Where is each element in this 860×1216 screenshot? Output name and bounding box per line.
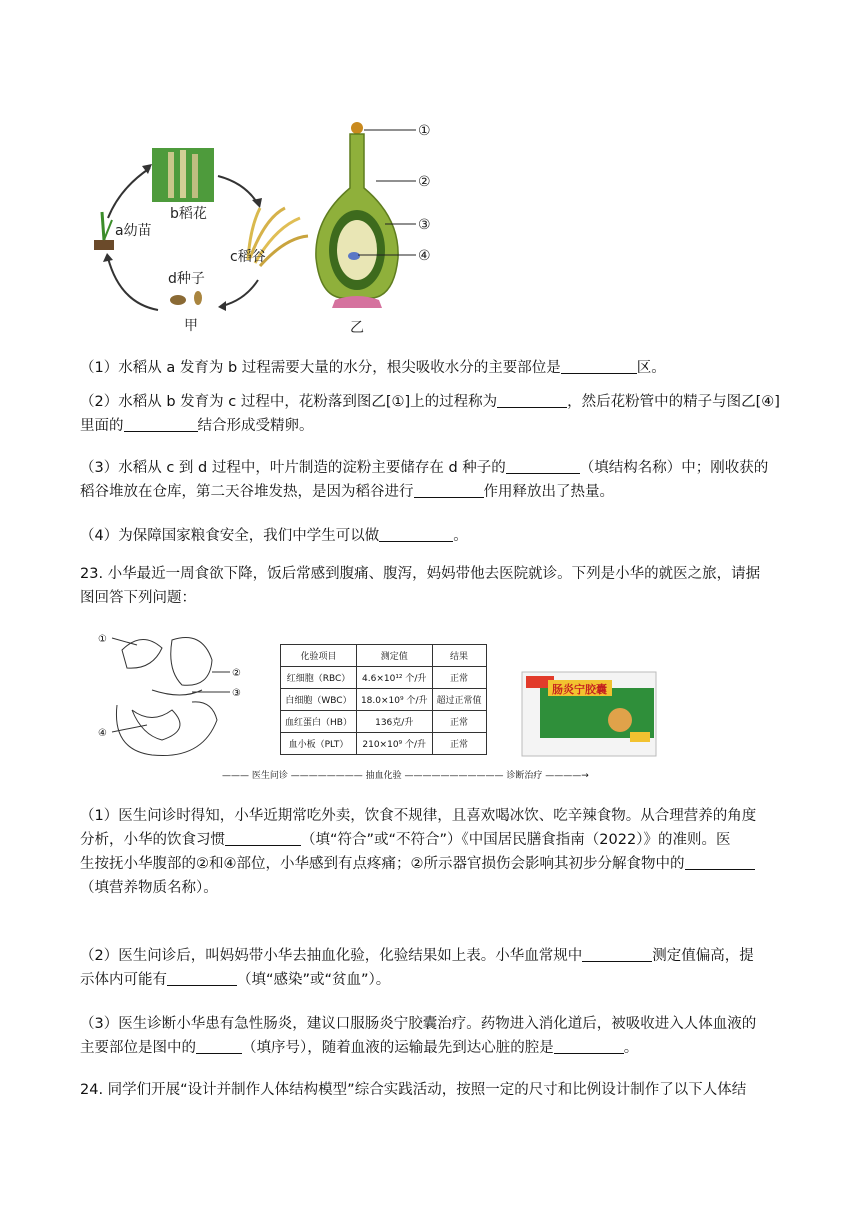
organ-marker-1: ①: [98, 634, 107, 645]
q23-item-1: （1）医生问诊时得知，小华近期常吃外卖，饮食不规律，且喜欢喝冰饮、吃辛辣食物。从合理营养的角度 分析，小华的饮食习惯 （填“符合”或“不符合”）《中国居民膳食指南（2022）》的准则。医 生按抚小华腹部的②和④部位，小华感到有点疼痛；②所示器官损伤会影响其初步分解食物中的 （填营养物质名称）。: [80, 808, 757, 896]
table-header-row: 化验项目 测定值 结果: [281, 645, 487, 667]
answer-blank[interactable]: [582, 945, 652, 962]
q23-intro: 23. 小华最近一周食欲下降，饭后常感到腹痛、腹泻，妈妈带他去医院就诊。下列是小华的就医之旅，请据 图回答下列问题：: [80, 566, 761, 606]
cycle-arrow: [108, 168, 150, 218]
marker-3: ③: [418, 217, 431, 233]
answer-blank[interactable]: [379, 525, 453, 542]
answer-blank[interactable]: [196, 1037, 242, 1054]
table-row: 血红蛋白（HB） 136克/升 正常: [281, 711, 487, 733]
table-row: 白细胞（WBC） 18.0×10⁹ 个/升 超过正常值: [281, 689, 487, 711]
q24-intro: 24. 同学们开展“设计并制作人体结构模型”综合实践活动，按照一定的尺寸和比例设计制作了以下人体结: [80, 1082, 747, 1098]
journey-flow: ——— 医生问诊 ———————— 抽血化验 ——————————— 诊断治疗 ————→: [222, 771, 589, 781]
organ-marker-3: ③: [232, 688, 241, 699]
q22-item-1: （1）水稻从 a 发育为 b 过程需要大量的水分，根尖吸收水分的主要部位是 区。: [80, 356, 780, 380]
table-row: 红细胞（RBC） 4.6×10¹² 个/升 正常: [281, 667, 487, 689]
q23-item-3: （3）医生诊断小华患有急性肠炎，建议口服肠炎宁胶囊治疗。药物进入消化道后，被吸收进入人体血液的 主要部位是图中的 （填序号），随着血液的运输最先到达心脏的腔是 。: [80, 1016, 757, 1056]
digestive-system-diagram: [92, 630, 262, 760]
label-d: d种子: [168, 271, 205, 287]
q22-item-4: （4）为保障国家粮食安全，我们中学生可以做 。: [80, 524, 780, 548]
answer-blank[interactable]: [167, 969, 237, 986]
caption-yi: 乙: [350, 320, 364, 336]
label-c: c稻谷: [230, 249, 266, 265]
figure-medical-journey: [92, 630, 682, 790]
q22-item-2: （2）水稻从 b 发育为 c 过程中，花粉落到图乙[①]上的过程称为 ，然后花粉管中的精子与图乙[④] 里面的 结合形成受精卵。: [80, 390, 780, 438]
answer-blank[interactable]: [124, 415, 198, 432]
caption-jia: 甲: [184, 318, 198, 334]
medicine-box-image: [520, 670, 660, 760]
seed-image: [170, 291, 202, 305]
answer-blank[interactable]: [685, 853, 755, 870]
flow-step-3: 诊断治疗: [506, 771, 543, 781]
answer-blank[interactable]: [225, 829, 301, 846]
marker-1: ①: [418, 123, 431, 139]
answer-blank[interactable]: [554, 1037, 624, 1054]
figure-top: [80, 108, 460, 340]
answer-blank[interactable]: [561, 357, 637, 374]
marker-4: ④: [418, 248, 431, 264]
label-b: b稻花: [170, 206, 207, 222]
q22-item-3: （3）水稻从 c 到 d 过程中，叶片制造的淀粉主要储存在 d 种子的 （填结构名称）中；刚收获的 稻谷堆放在仓库，第二天谷堆发热，是因为稻谷进行 作用释放出了热量。: [80, 456, 780, 504]
rice-lifecycle-diagram: [80, 108, 460, 340]
marker-2: ②: [418, 174, 431, 190]
q23-item-2: （2）医生问诊后，叫妈妈带小华去抽血化验，化验结果如上表。小华血常规中 测定值偏高，提 示体内可能有 （填“感染”或“贫血”）。: [80, 944, 780, 992]
organ-marker-2: ②: [232, 668, 241, 679]
flow-step-1: 医生问诊: [251, 771, 288, 781]
answer-blank[interactable]: [414, 481, 484, 498]
cycle-arrow: [108, 258, 158, 310]
cycle-arrow: [222, 280, 258, 306]
flow-step-2: 抽血化验: [365, 771, 402, 781]
blood-test-table: [280, 644, 487, 755]
table-row: 血小板（PLT） 210×10⁹ 个/升 正常: [281, 733, 487, 755]
seedling-image: [94, 212, 114, 250]
answer-blank[interactable]: [506, 457, 580, 474]
medicine-name: 肠炎宁胶囊: [552, 683, 607, 696]
pistil-diagram: [316, 122, 416, 308]
organ-marker-4: ④: [98, 728, 107, 739]
label-a: a幼苗: [115, 223, 152, 239]
answer-blank[interactable]: [497, 391, 567, 408]
cycle-arrow: [218, 176, 258, 204]
